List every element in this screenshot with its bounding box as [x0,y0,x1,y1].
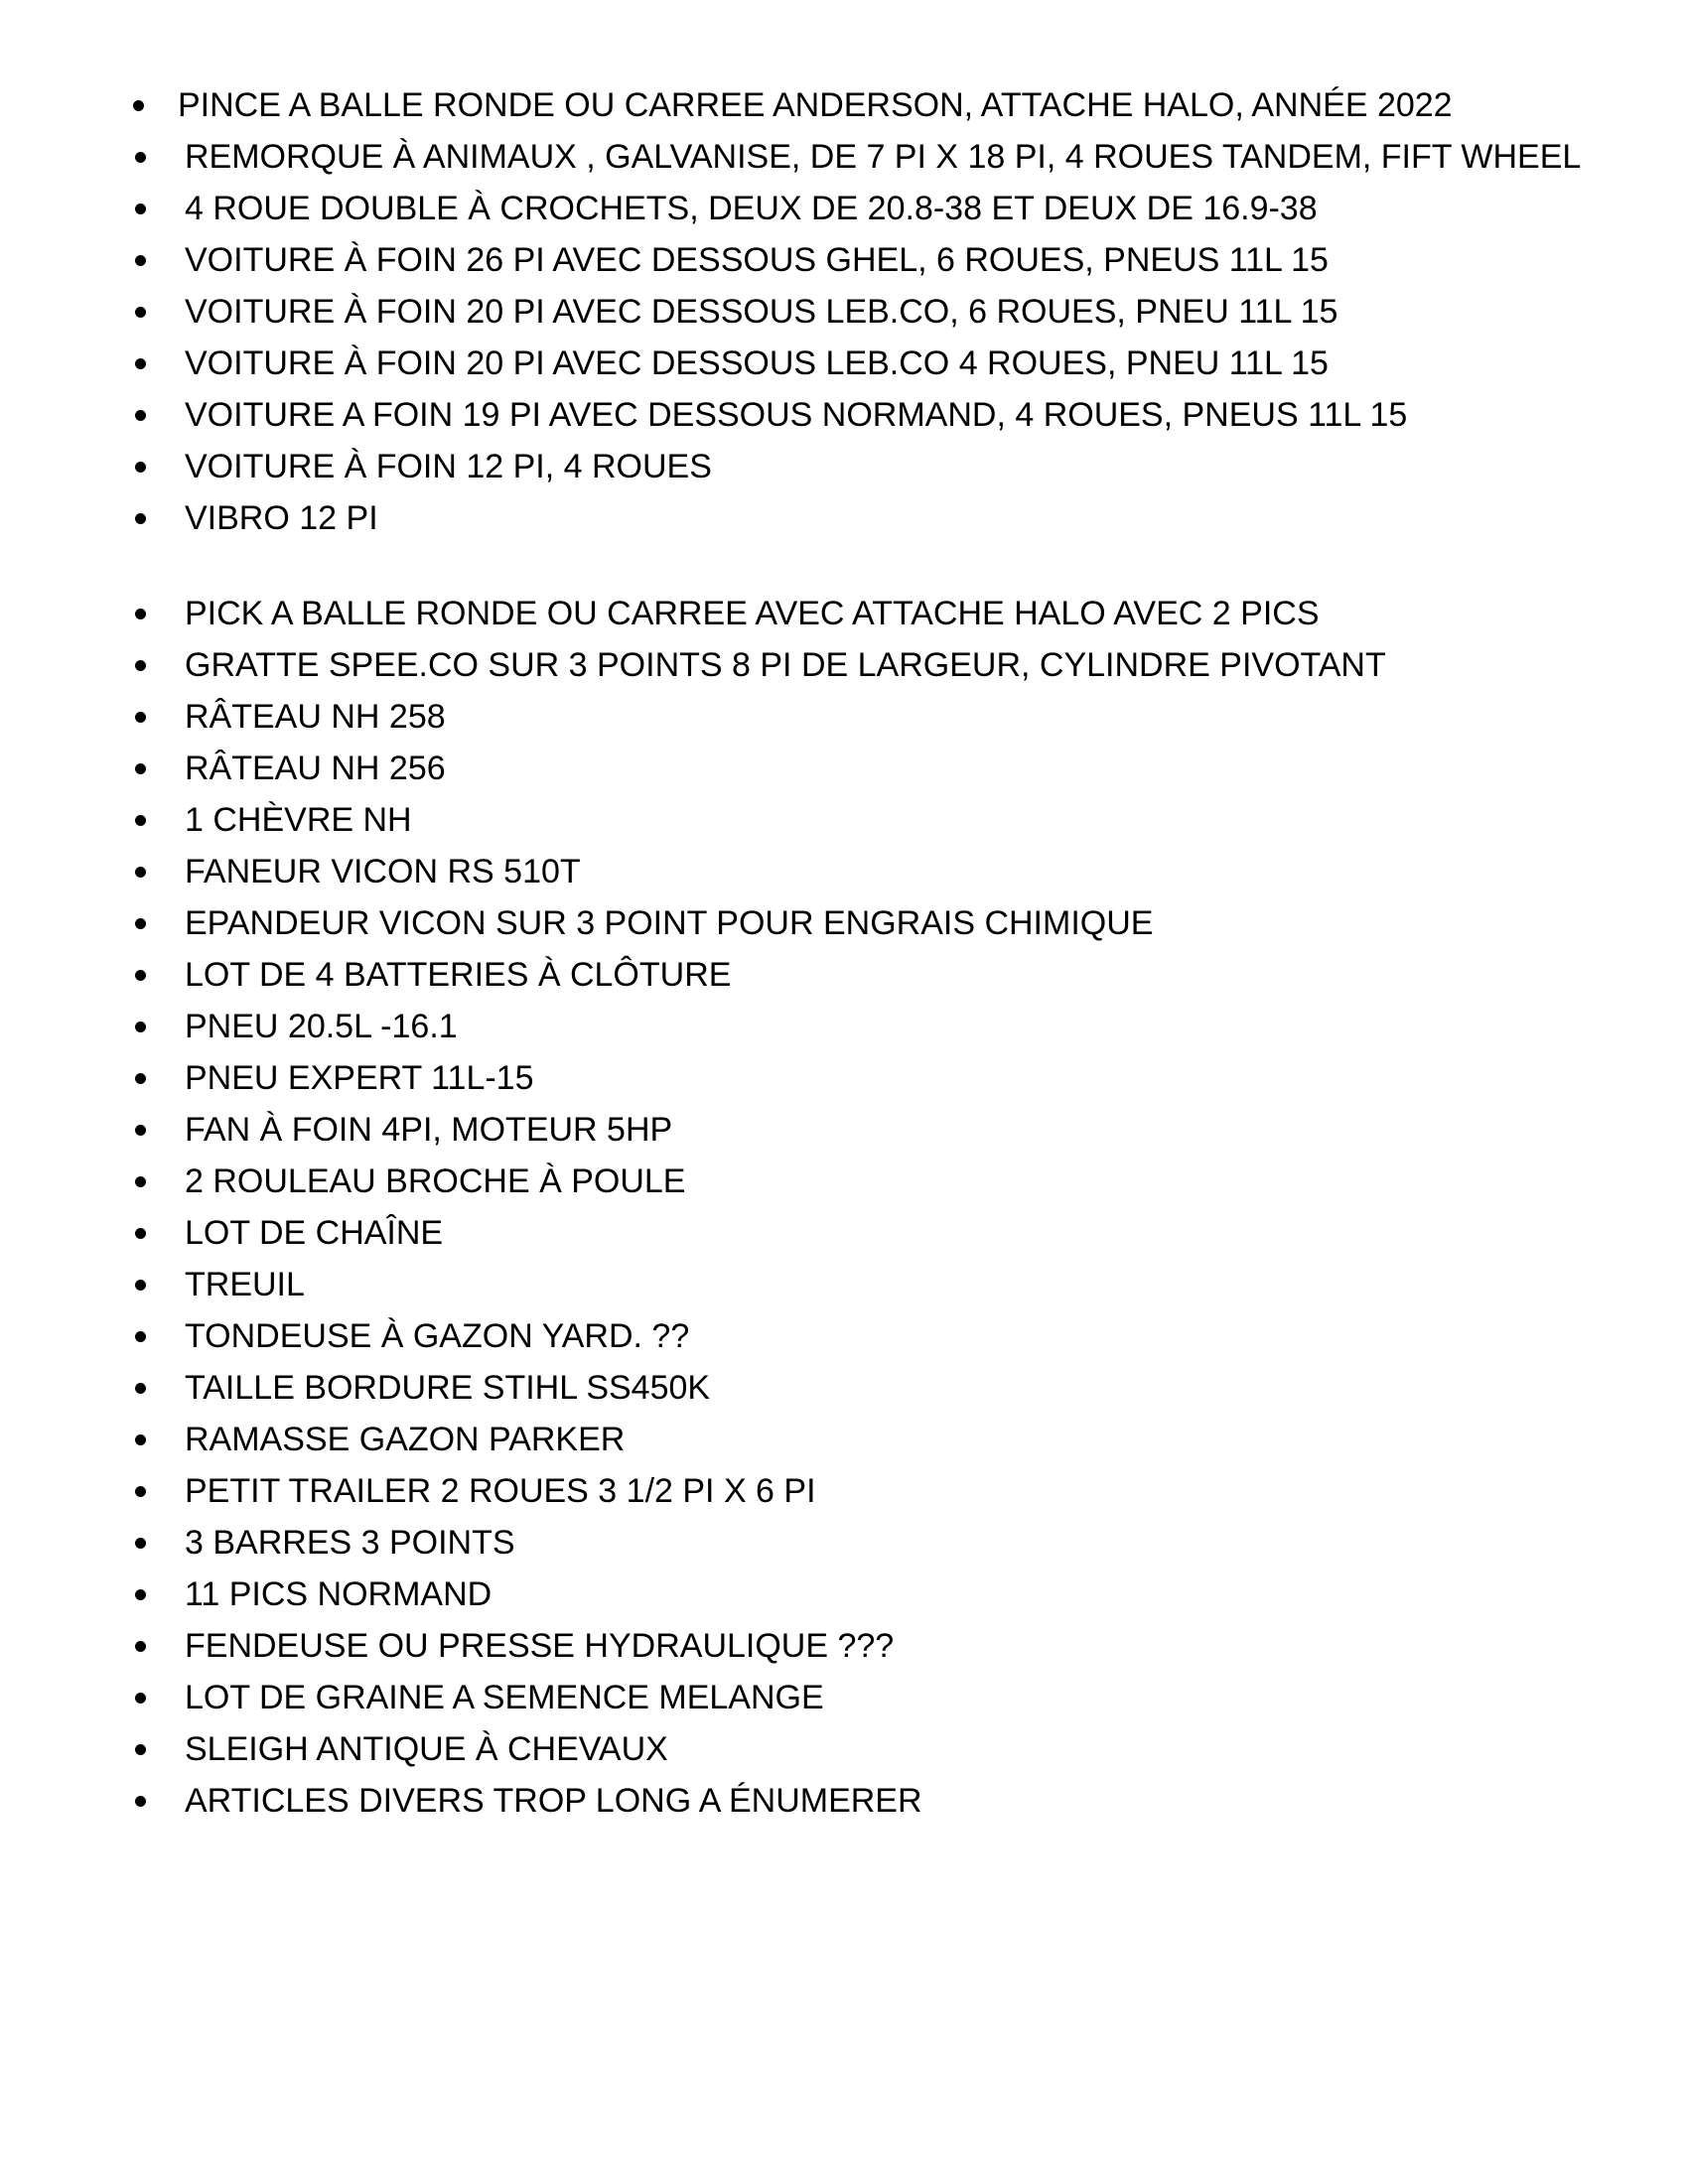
bullet-icon [133,100,144,111]
equipment-list-section-1 [127,79,1617,544]
bullet-icon [135,1176,146,1187]
list-item [127,1672,1617,1723]
list-item [127,492,1617,544]
list-item [127,743,1617,794]
bullet-icon [135,1434,146,1445]
bullet-icon [135,660,146,671]
list-item [127,338,1617,389]
list-item [127,1517,1617,1569]
list-item-text: 3 BARRES 3 POINTS [185,1524,515,1562]
bullet-icon [135,152,146,163]
list-item-text: 1 CHÈVRE NH [185,801,412,839]
bullet-icon [135,462,146,473]
list-item [127,949,1617,1001]
bullet-icon [135,358,146,369]
list-item-text: FENDEUSE OU PRESSE HYDRAULIQUE ??? [185,1627,895,1665]
equipment-list-section-2 [127,588,1617,1827]
list-item [127,234,1617,286]
list-item-text: TREUIL [185,1266,305,1303]
bullet-icon [135,410,146,421]
list-item-text: PNEU EXPERT 11L-15 [185,1059,534,1097]
list-item [127,131,1617,183]
list-item [127,588,1617,639]
list-item-text: ARTICLES DIVERS TROP LONG A ÉNUMERER [185,1782,922,1820]
bullet-icon [135,1744,146,1755]
bullet-icon [135,1538,146,1549]
bullet-icon [135,1383,146,1394]
bullet-icon [135,918,146,929]
bullet-icon [135,204,146,214]
list-item-text: PETIT TRAILER 2 ROUES 3 1/2 PI X 6 PI [185,1472,816,1510]
list-item [127,1207,1617,1259]
list-item [127,183,1617,234]
list-item [127,846,1617,897]
list-item [127,691,1617,743]
list-item-text: TONDEUSE À GAZON YARD. ?? [185,1317,690,1355]
list-item [127,639,1617,691]
list-item-text: LOT DE CHAÎNE [185,1214,444,1252]
list-item-text: 11 PICS NORMAND [185,1575,492,1613]
list-item [127,1775,1617,1827]
list-item-text: GRATTE SPEE.CO SUR 3 POINTS 8 PI DE LARGEUR, CYLINDRE PIVOTANT [185,646,1386,684]
list-item [127,794,1617,846]
list-item [127,79,1617,131]
list-item-text: 2 ROULEAU BROCHE À POULE [185,1162,686,1200]
list-item-text: PNEU 20.5L -16.1 [185,1008,458,1045]
list-item [127,441,1617,492]
bullet-icon [135,255,146,266]
list-item [127,1052,1617,1104]
list-item [127,1723,1617,1775]
list-item [127,1465,1617,1517]
list-item [127,1569,1617,1620]
bullet-icon [135,1022,146,1032]
list-item-text: FANEUR VICON RS 510T [185,853,581,890]
list-item-text: VIBRO 12 PI [185,499,378,537]
list-item [127,286,1617,338]
list-item-text: REMORQUE À ANIMAUX , GALVANISE, DE 7 PI X 18 PI, 4 ROUES TANDEM, FIFT WHEEL [185,138,1582,176]
list-item [127,897,1617,949]
list-item [127,1104,1617,1156]
bullet-icon [135,1228,146,1239]
bullet-icon [135,867,146,878]
list-item-text: PINCE A BALLE RONDE OU CARREE ANDERSON, ATTACHE HALO, ANNÉE 2022 [178,86,1453,124]
list-item-text: LOT DE 4 BATTERIES À CLÔTURE [185,956,732,994]
list-item [127,1001,1617,1052]
bullet-icon [135,1331,146,1342]
list-item-text: RÂTEAU NH 258 [185,698,446,736]
list-item-text: VOITURE À FOIN 26 PI AVEC DESSOUS GHEL, 6 ROUES, PNEUS 11L 15 [185,241,1329,279]
list-item [127,1414,1617,1465]
list-item-text: TAILLE BORDURE STIHL SS450K [185,1369,711,1407]
bullet-icon [135,1125,146,1136]
list-item [127,1310,1617,1362]
bullet-icon [135,307,146,318]
bullet-icon [135,609,146,619]
bullet-icon [135,763,146,774]
bullet-icon [135,815,146,826]
bullet-icon [135,970,146,981]
list-item-text: RAMASSE GAZON PARKER [185,1421,626,1458]
list-item [127,389,1617,441]
list-item [127,1259,1617,1310]
list-item-text: VOITURE À FOIN 20 PI AVEC DESSOUS LEB.CO 4 ROUES, PNEU 11L 15 [185,344,1329,382]
list-item [127,1620,1617,1672]
list-item-text: PICK A BALLE RONDE OU CARREE AVEC ATTACHE HALO AVEC 2 PICS [185,595,1320,632]
list-item-text: VOITURE À FOIN 12 PI, 4 ROUES [185,448,712,485]
list-item-text: LOT DE GRAINE A SEMENCE MELANGE [185,1679,824,1716]
list-item [127,1156,1617,1207]
list-item-text: 4 ROUE DOUBLE À CROCHETS, DEUX DE 20.8-38 ET DEUX DE 16.9-38 [185,190,1318,227]
list-item-text: VOITURE À FOIN 20 PI AVEC DESSOUS LEB.CO, 6 ROUES, PNEU 11L 15 [185,293,1338,331]
bullet-icon [135,1693,146,1704]
list-item [127,1362,1617,1414]
bullet-icon [135,712,146,723]
bullet-icon [135,1280,146,1291]
list-item-text: EPANDEUR VICON SUR 3 POINT POUR ENGRAIS CHIMIQUE [185,904,1154,942]
bullet-icon [135,1073,146,1084]
list-item-text: RÂTEAU NH 256 [185,750,446,787]
bullet-icon [135,1641,146,1652]
bullet-icon [135,1796,146,1807]
list-item-text: FAN À FOIN 4PI, MOTEUR 5HP [185,1111,673,1149]
bullet-icon [135,513,146,524]
bullet-icon [135,1589,146,1600]
bullet-icon [135,1486,146,1497]
list-item-text: SLEIGH ANTIQUE À CHEVAUX [185,1730,668,1768]
list-item-text: VOITURE A FOIN 19 PI AVEC DESSOUS NORMAND, 4 ROUES, PNEUS 11L 15 [185,396,1408,434]
